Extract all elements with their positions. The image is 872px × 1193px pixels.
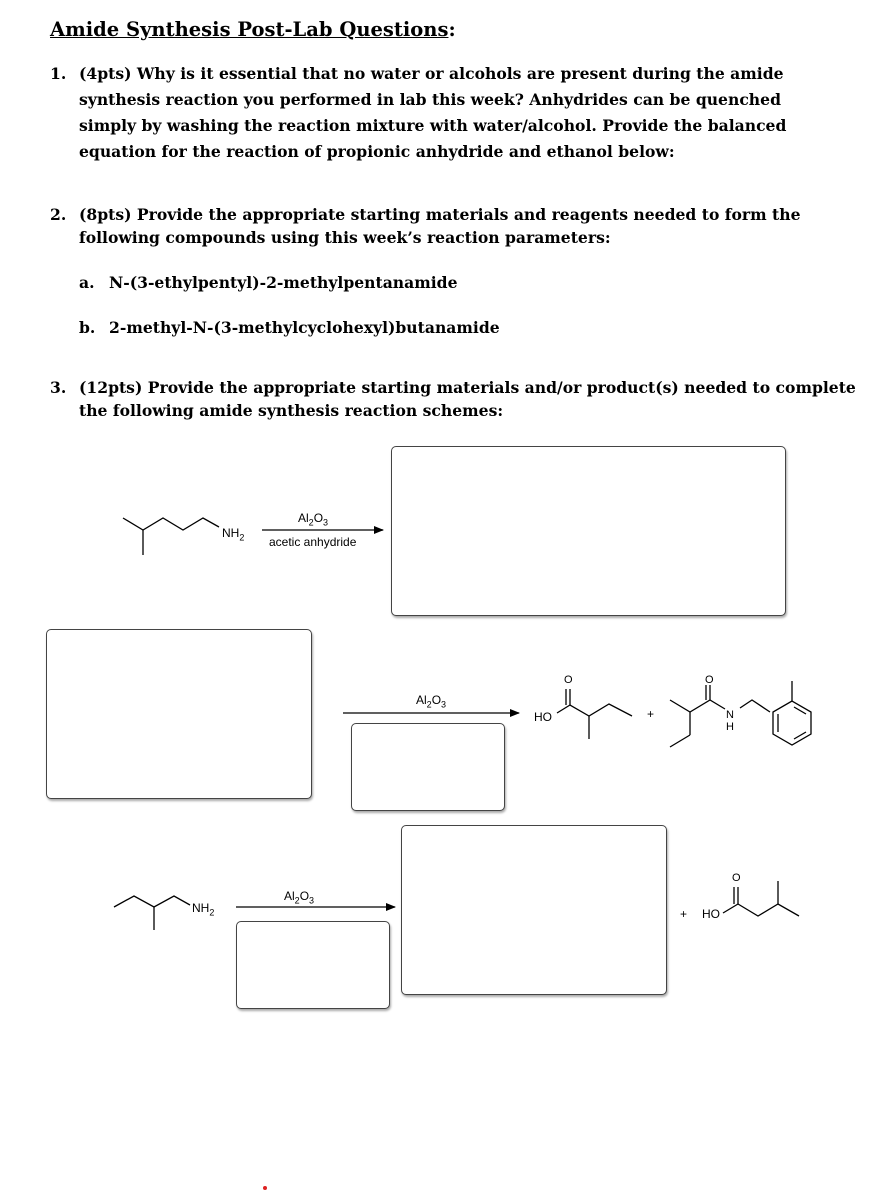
- scheme3-amine-skeleton: [114, 896, 190, 907]
- scheme2-acid-oxygen: O: [564, 674, 573, 686]
- question-text: (12pts) Provide the appropriate starting materials and/or product(s) needed to complete the following amide synthesis reaction schemes:: [79, 378, 856, 420]
- scheme1-reagent-anhydride: acetic anhydride: [269, 535, 357, 549]
- scheme2-acid-c-o: [557, 705, 570, 713]
- page-title: Amide Synthesis Post-Lab Questions:: [50, 18, 456, 41]
- scheme1-amine-skeleton: [123, 518, 219, 530]
- question-number: 2.: [50, 205, 67, 224]
- question-number: 3.: [50, 378, 67, 397]
- scheme3-amine-label: $NH_2$: [192, 901, 215, 918]
- scheme2-acid-ho-label: HO: [534, 710, 552, 724]
- scheme2-plus: +: [647, 707, 655, 721]
- question-text: (4pts) Why is it essential that no water or alcohols are present during the amide synthesis reaction you performed in lab this week? Anhydrides can be quenched simply by washing the reaction mixture with water/alcohol. Provide the balanced equation for the reaction of propionic anhydride and ethanol below:: [79, 64, 787, 161]
- scheme1-reagent-al2o3: $Al_2O_3$: [298, 511, 329, 528]
- scheme2-reagent-al2o3: $Al_2O_3$: [416, 693, 447, 710]
- scheme2-acid-chain: [570, 704, 632, 716]
- scheme3-acid-oxygen: O: [732, 872, 741, 884]
- scheme1-amine-label: $NH_2$: [222, 526, 245, 543]
- question-number: 1.: [50, 64, 67, 83]
- scheme3-plus: +: [680, 907, 688, 921]
- scheme3-acid-ho-label: HO: [702, 907, 720, 921]
- scheme2-amide-nitrogen: N: [726, 709, 734, 721]
- benzene-ring: [773, 701, 811, 745]
- scheme3-reagent-al2o3: $Al_2O_3$: [284, 889, 315, 906]
- stray-dot: [263, 1186, 267, 1190]
- scheme2-amide-chain: [670, 700, 725, 712]
- scheme2-amide-hydrogen: H: [726, 721, 734, 733]
- question-text: (8pts) Provide the appropriate starting materials and reagents needed to form the following compounds using this week’s reaction parameters:: [79, 205, 801, 247]
- scheme2-amide-oxygen: O: [705, 674, 714, 686]
- question-2a: a. N-(3-ethylpentyl)-2-methylpentanamide: [79, 273, 458, 292]
- question-2b: b. 2-methyl-N-(3-methylcyclohexyl)butanamide: [79, 318, 500, 337]
